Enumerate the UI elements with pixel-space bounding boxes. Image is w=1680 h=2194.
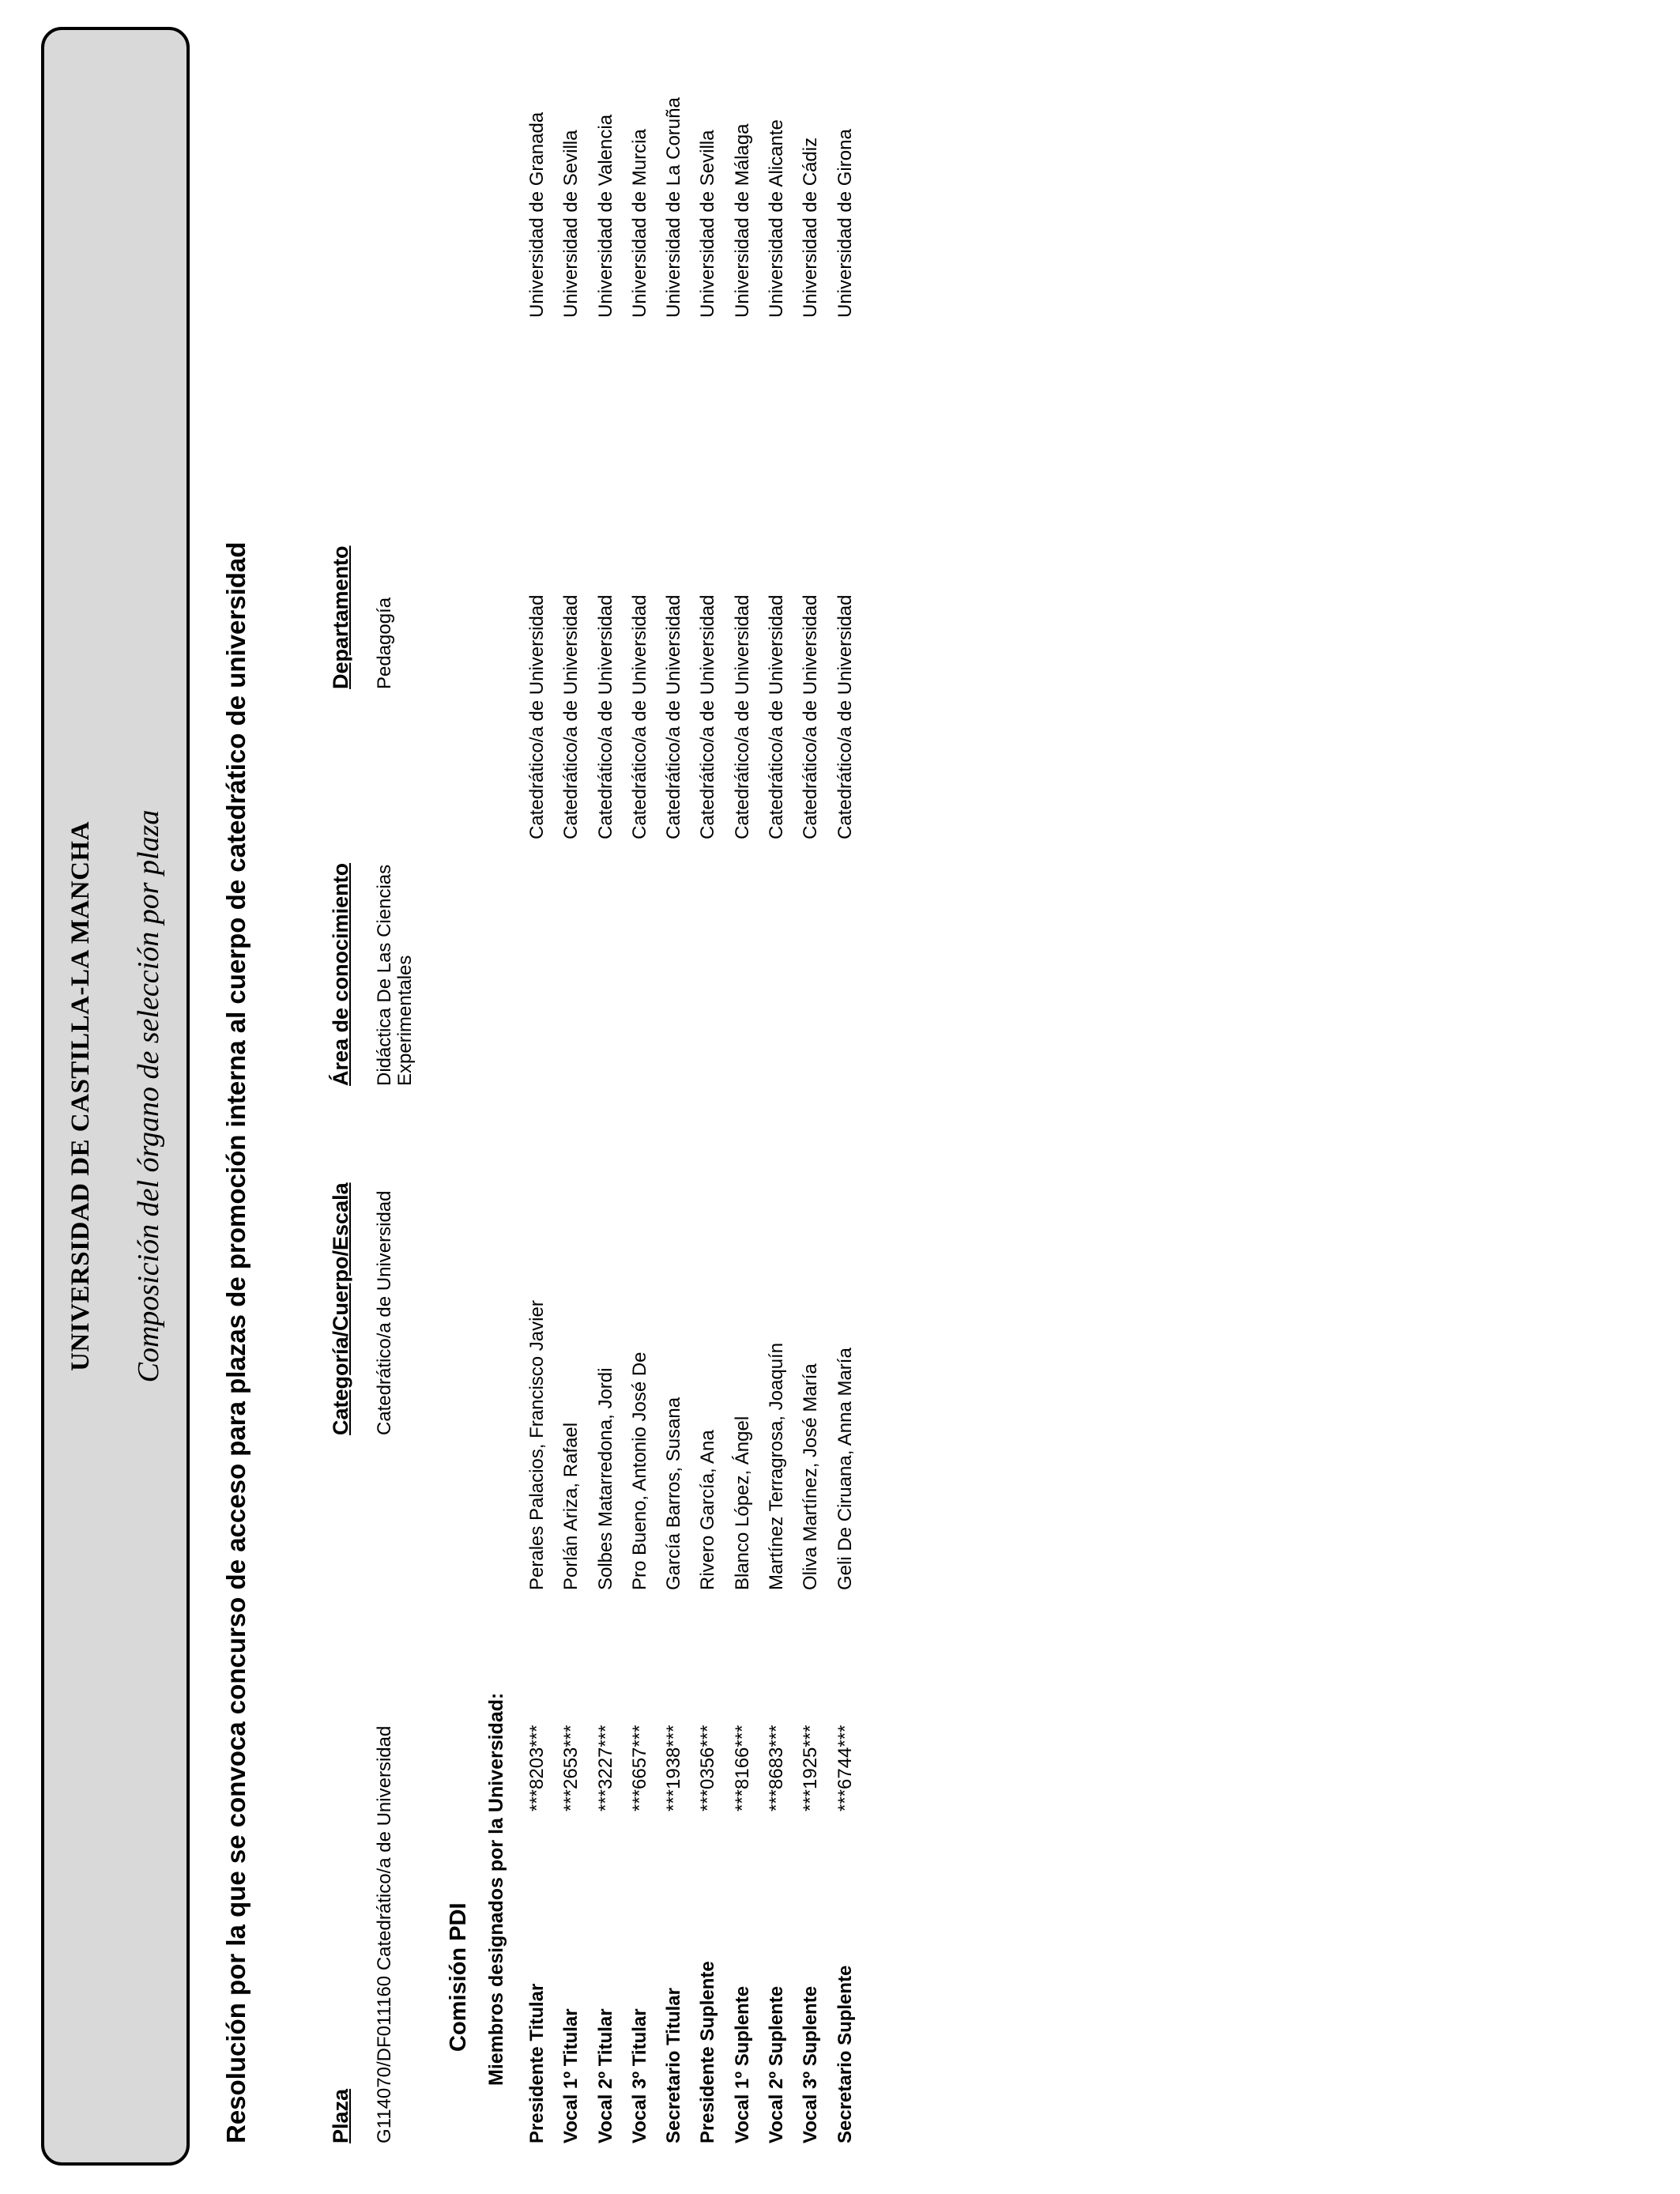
- member-id: ***8203***: [526, 1725, 548, 1811]
- member-name: Blanco López, Ángel: [731, 1416, 753, 1590]
- resolution-title: Resolución por la que se convoca concurso de acceso para plazas de promoción interna al cuerpo de catedrático de universidad: [221, 541, 250, 2143]
- member-name: Porlán Ariza, Rafael: [560, 1422, 582, 1590]
- member-category: Catedrático/a de Universidad: [800, 594, 822, 839]
- member-role: Vocal 3º Suplente: [800, 1985, 822, 2143]
- member-university: Universidad de Cádiz: [800, 137, 822, 318]
- member-category: Catedrático/a de Universidad: [663, 594, 685, 839]
- member-category: Catedrático/a de Universidad: [697, 594, 719, 839]
- area-header: Área de conocimiento: [329, 862, 352, 1086]
- member-university: Universidad de Valencia: [594, 114, 616, 318]
- member-name: Pro Bueno, Antonio José De: [628, 1351, 650, 1590]
- member-category: Catedrático/a de Universidad: [560, 594, 582, 839]
- member-university: Universidad de La Coruña: [663, 97, 685, 318]
- member-role: Vocal 2º Titular: [594, 2008, 616, 2143]
- plaza-header: Plaza: [329, 2088, 352, 2143]
- member-name: Martínez Terragrosa, Joaquín: [766, 1342, 788, 1590]
- member-role: Secretario Suplente: [834, 1965, 856, 2143]
- member-role: Vocal 1º Titular: [560, 2008, 582, 2143]
- header-box: [41, 27, 190, 2166]
- member-name: Solbes Matarredona, Jordi: [594, 1367, 616, 1590]
- commission-title: Comisión PDI: [446, 1902, 471, 2052]
- member-id: ***6744***: [834, 1725, 856, 1811]
- university-title: UNIVERSIDAD DE CASTILLA-LA MANCHA: [66, 821, 95, 1371]
- member-id: ***8166***: [731, 1725, 753, 1811]
- document-subtitle: Composición del órgano de selección por plaza: [132, 809, 165, 1383]
- member-category: Catedrático/a de Universidad: [628, 594, 650, 839]
- member-role: Vocal 2º Suplente: [766, 1985, 788, 2143]
- member-name: García Barros, Susana: [663, 1397, 685, 1590]
- categoria-value: Catedrático/a de Universidad: [374, 1190, 395, 1435]
- member-id: ***1938***: [663, 1725, 685, 1811]
- member-role: Presidente Titular: [526, 1983, 548, 2143]
- member-name: Rivero García, Ana: [697, 1430, 719, 1590]
- member-id: ***2653***: [560, 1725, 582, 1811]
- member-university: Universidad de Granada: [526, 111, 548, 318]
- member-category: Catedrático/a de Universidad: [834, 594, 856, 839]
- member-university: Universidad de Murcia: [628, 129, 650, 318]
- member-id: ***8683***: [766, 1725, 788, 1811]
- member-university: Universidad de Girona: [834, 129, 856, 318]
- members-subtitle: Miembros designados por la Universidad:: [485, 1692, 507, 2086]
- member-id: ***0356***: [697, 1725, 719, 1811]
- member-university: Universidad de Málaga: [731, 123, 753, 318]
- member-role: Vocal 3º Titular: [628, 2008, 650, 2143]
- departamento-value: Pedagogía: [374, 597, 395, 689]
- area-value: Didáctica De Las Ciencias Experimentales: [374, 864, 416, 1086]
- member-university: Universidad de Alicante: [766, 119, 788, 318]
- categoria-header: Categoría/Cuerpo/Escala: [329, 1182, 352, 1435]
- member-name: Oliva Martínez, José María: [800, 1363, 822, 1590]
- member-role: Presidente Suplente: [697, 1961, 719, 2143]
- member-id: ***6657***: [628, 1725, 650, 1811]
- member-id: ***3227***: [594, 1725, 616, 1811]
- member-category: Catedrático/a de Universidad: [766, 594, 788, 839]
- member-university: Universidad de Sevilla: [697, 130, 719, 318]
- member-category: Catedrático/a de Universidad: [594, 594, 616, 839]
- member-role: Vocal 1º Suplente: [731, 1985, 753, 2143]
- member-name: Geli De Ciruana, Anna María: [834, 1348, 856, 1590]
- member-id: ***1925***: [800, 1725, 822, 1811]
- plaza-value: G114070/DF011160 Catedrático/a de Universidad: [374, 1725, 395, 2143]
- member-role: Secretario Titular: [663, 1988, 685, 2143]
- departamento-header: Departamento: [329, 545, 352, 689]
- member-category: Catedrático/a de Universidad: [526, 594, 548, 839]
- member-university: Universidad de Sevilla: [560, 130, 582, 318]
- member-category: Catedrático/a de Universidad: [731, 594, 753, 839]
- member-name: Perales Palacios, Francisco Javier: [526, 1300, 548, 1590]
